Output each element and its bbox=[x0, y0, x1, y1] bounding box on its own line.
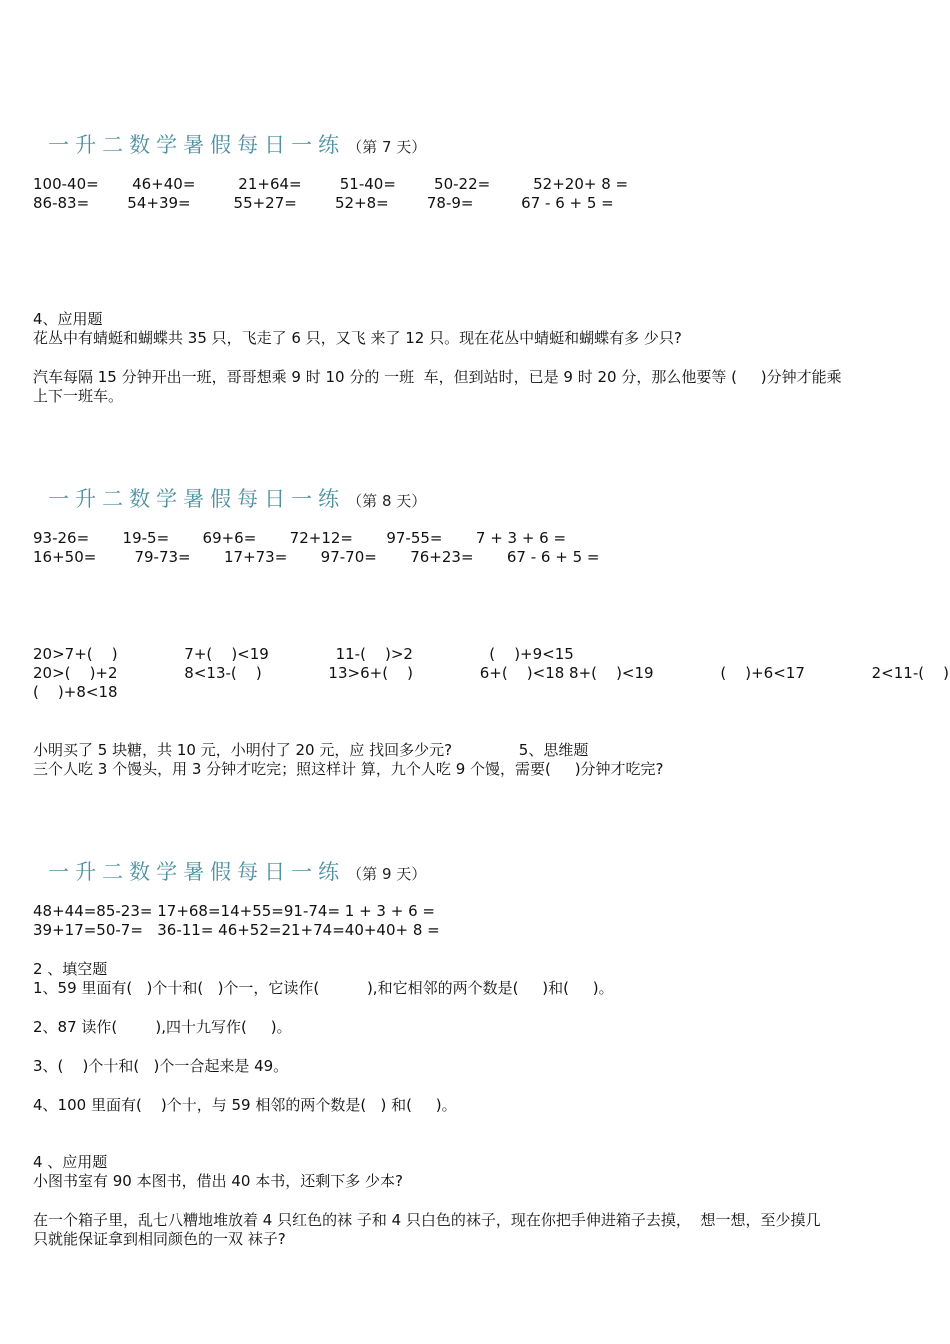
day9-fill-question-1: 1、59 里面有( )个十和( )个一，它读作( ),和它相邻的两个数是( )和( )。 bbox=[33, 979, 614, 997]
day8-title-main: 一升二数学暑假每日一练 bbox=[48, 487, 346, 511]
day8-fill-row-2: 20>( )+2 8<13-( ) 13>6+( ) 6+( )<18 8+( )<19 ( )+6<17 2<11-( ) bbox=[33, 664, 950, 682]
day7-title bbox=[38, 110, 426, 159]
day9-fill-heading: 2 、填空题 bbox=[33, 960, 108, 978]
day7-title-day: （第 7 天） bbox=[347, 138, 427, 156]
day8-calc-row-1: 93-26= 19-5= 69+6= 72+12= 97-55= 7 + 3 + 6 = bbox=[33, 529, 567, 547]
day8-calc-row-2: 16+50= 79-73= 17+73= 97-70= 76+23= 67 - 6 + 5 = bbox=[33, 548, 600, 566]
day7-app-heading: 4、应用题 bbox=[33, 310, 103, 328]
day8-title-day: （第 8 天） bbox=[347, 492, 427, 510]
day9-app-question-2-line-2: 只就能保证拿到相同颜色的一双 袜子? bbox=[33, 1230, 286, 1248]
day9-calc-row-1: 48+44=85-23= 17+68=14+55=91-74= 1 + 3 + 6 = bbox=[33, 902, 435, 920]
day9-title-day: （第 9 天） bbox=[347, 865, 427, 883]
day7-app-question-2-line-1: 汽车每隔 15 分钟开出一班，哥哥想乘 9 时 10 分的 一班 车，但到站时，已是 9 时 20 分，那么他要等 ( )分钟才能乘 bbox=[33, 368, 842, 386]
day9-app-heading: 4 、应用题 bbox=[33, 1153, 108, 1171]
day9-title bbox=[38, 837, 426, 886]
day7-app-question-1: 花丛中有蜻蜓和蝴蝶共 35 只，飞走了 6 只，又飞 来了 12 只。现在花丛中蜻蜓和蝴蝶有多 少只? bbox=[33, 329, 682, 347]
day7-app-question-2-line-2: 上下一班车。 bbox=[33, 387, 124, 405]
day8-title bbox=[38, 464, 426, 513]
day9-calc-row-2: 39+17=50-7= 36-11= 46+52=21+74=40+40+ 8 = bbox=[33, 921, 440, 939]
day8-fill-row-1: 20>7+( ) 7+( )<19 11-( )>2 ( )+9<15 bbox=[33, 645, 574, 663]
day7-calc-row-2: 86-83= 54+39= 55+27= 52+8= 78-9= 67 - 6 + 5 = bbox=[33, 194, 614, 212]
day9-fill-question-4: 4、100 里面有( )个十，与 59 相邻的两个数是( ) 和( )。 bbox=[33, 1096, 457, 1114]
day9-fill-question-2: 2、87 读作( ),四十九写作( )。 bbox=[33, 1018, 292, 1036]
day9-app-question-2-line-1: 在一个箱子里，乱七八糟地堆放着 4 只红色的袜 子和 4 只白色的袜子，现在你把手伸进箱子去摸， 想一想，至少摸几 bbox=[33, 1211, 821, 1229]
day9-fill-question-3: 3、( )个十和( )个一合起来是 49。 bbox=[33, 1057, 289, 1075]
day9-title-main: 一升二数学暑假每日一练 bbox=[48, 860, 346, 884]
day7-title-main: 一升二数学暑假每日一练 bbox=[48, 133, 346, 157]
day8-fill-row-3: ( )+8<18 bbox=[33, 683, 118, 701]
day9-app-question-1: 小图书室有 90 本图书，借出 40 本书，还剩下多 少本? bbox=[33, 1172, 403, 1190]
day8-app-question-1: 小明买了 5 块糖，共 10 元，小明付了 20 元，应 找回多少元? 5、思维题 bbox=[33, 741, 589, 759]
day8-think-question-1: 三个人吃 3 个馒头，用 3 分钟才吃完；照这样计 算，九个人吃 9 个馒，需要( )分钟才吃完? bbox=[33, 760, 664, 778]
day7-calc-row-1: 100-40= 46+40= 21+64= 51-40= 50-22= 52+20+ 8 = bbox=[33, 175, 629, 193]
